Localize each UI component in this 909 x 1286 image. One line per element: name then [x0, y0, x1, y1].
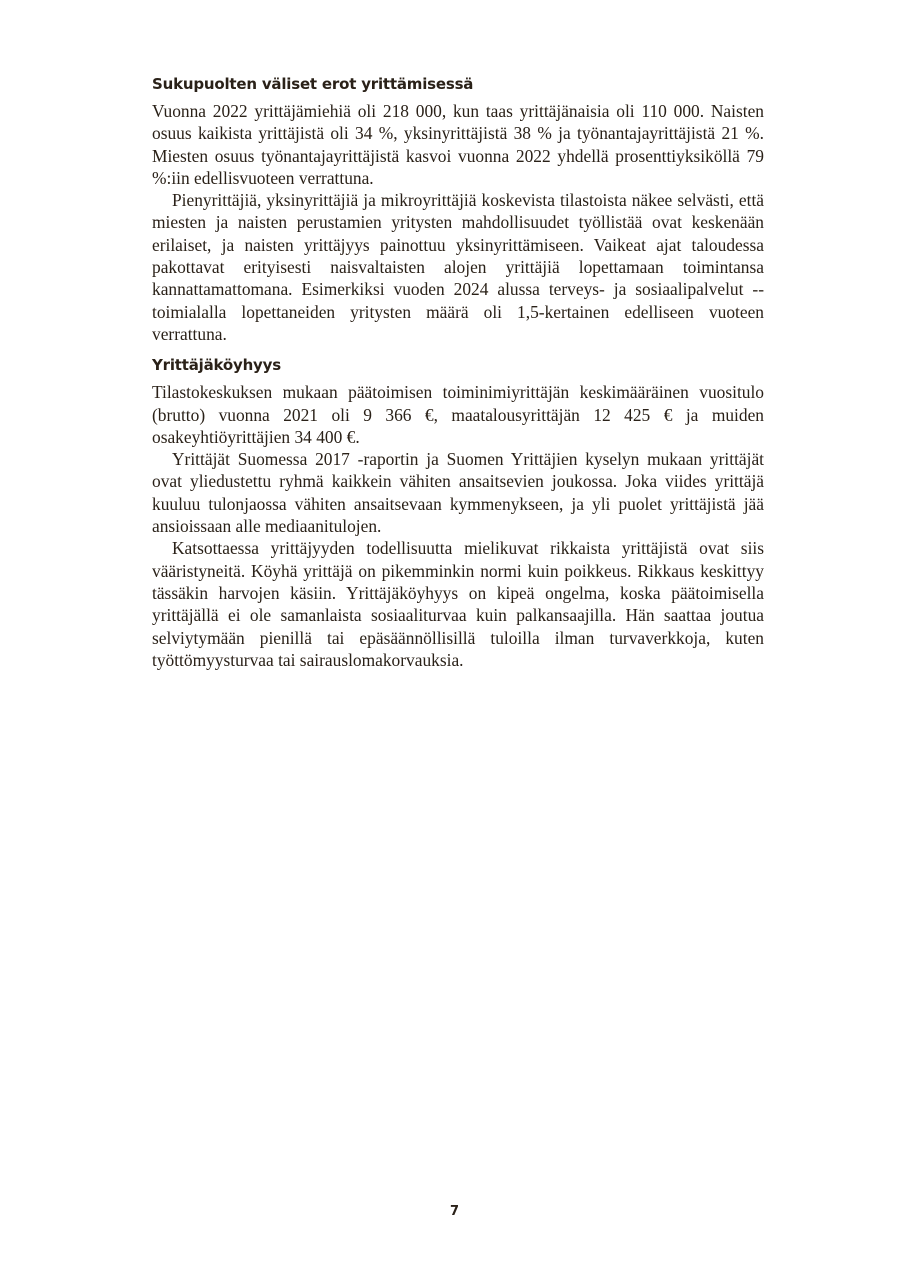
section-heading-entrepreneur-poverty: Yrittäjäköyhyys [152, 356, 281, 375]
paragraph: Yrittäjät Suomessa 2017 -raportin ja Suomen Yrittäjien kyselyn mukaan yrittäjät ovat yliedustettu ryhmä kaikkein vähiten ansaitsevien joukossa. Joka viides yrittäjä kuuluu tulonjaossa vähiten ansaitsevaan kymmenykseen, ja yli puolet yrittäjistä jää ansioissaan alle mediaanitulojen. [152, 449, 764, 537]
paragraph: Pienyrittäjiä, yksinyrittäjiä ja mikroyrittäjiä koskevista tilastoista näkee selvästi, että miesten ja naisten perustamien yritysten mahdollisuudet työllistää ovat keskenään erilaiset, ja naisten yrittäjyys painottuu yksinyrittämiseen. Vaikeat ajat taloudessa pakottavat erityisesti naisvaltaisten alojen yrittäjiä lopettamaan toimintansa kannattamattomana. Esimerkiksi vuoden 2024 alussa terveys- ja sosiaalipalvelut --toimialalla lopettaneiden yritysten määrä oli 1,5-kertainen edelliseen vuoteen verrattuna. [152, 190, 764, 344]
paragraph: Tilastokeskuksen mukaan päätoimisen toiminimiyrittäjän keskimääräinen vuositulo (brutto) vuonna 2021 oli 9 366 €, maatalousyrittäjän 12 425 € ja muiden osakeyhtiöyrittäjien 34 400 €. [152, 382, 764, 447]
page-content [152, 74, 764, 671]
page-number: 7 [449, 1204, 460, 1219]
paragraph: Katsottaessa yrittäjyyden todellisuutta mielikuvat rikkaista yrittäjistä ovat siis vääristyneitä. Köyhä yrittäjä on pikemminkin normi kuin poikkeus. Rikkaus keskittyy tässäkin harvojen käsiin. Yrittäjäköyhyys on kipeä ongelma, koska päätoimisella yrittäjällä ei ole samanlaista sosiaaliturvaa kuin palkansaajilla. Hän saattaa joutua selviytymään pienillä tai epäsäännöllisillä tuloilla ilman turvaverkkoja, kuten työttömyysturvaa tai sairauslomakorvauksia. [152, 538, 764, 670]
paragraph: Vuonna 2022 yrittäjämiehiä oli 218 000, kun taas yrittäjänaisia oli 110 000. Naisten osuus kaikista yrittäjistä oli 34 %, yksinyrittäjistä 38 % ja työnantajayrittäjistä 21 %. Miesten osuus työnantajayrittäjistä kasvoi vuonna 2022 yhdellä prosenttiyksiköllä 79 %:iin edellisvuoteen verrattuna. [152, 101, 764, 188]
section-heading-gender-differences: Sukupuolten väliset erot yrittämisessä [152, 75, 474, 93]
